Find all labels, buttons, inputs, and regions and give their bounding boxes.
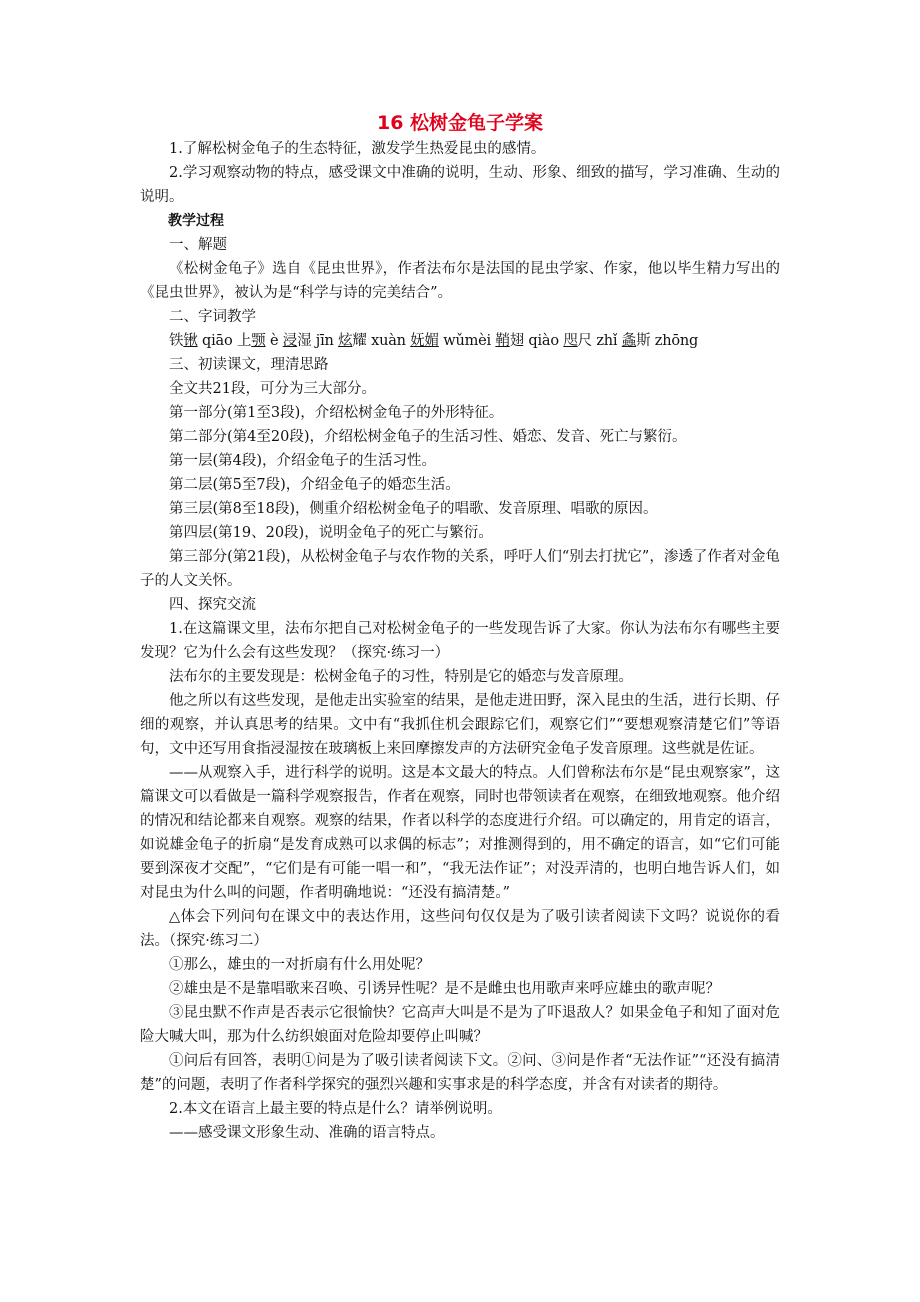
document-page: [140, 110, 780, 1145]
section4-paragraph: ——感受课文形象生动、准确的语言特点。: [169, 1125, 445, 1141]
section3-line: 第一层(第4段)，介绍金龟子的生活习性。: [169, 453, 437, 469]
section4-paragraph: 他之所以有这些发现，是他走出实验室的结果，是他走进田野，深入昆虫的生活，进行长期、仔细的观察，并认真思考的结果。文中有“我抓住机会跟踪它们，观察它们”“要想观察清楚它们”等语句，文中还写用食指浸湿按在玻璃板上来回摩擦发声的方法研究金龟子发音原理。这些就是佐证。: [140, 693, 780, 757]
vocab-item: 螽斯 zhōng: [621, 333, 699, 349]
section3-heading: 三、初读课文，理清思路: [169, 357, 329, 373]
section3-line: 第一部分(第1至3段)，介绍松树金龟子的外形特征。: [169, 405, 504, 421]
section4-paragraph: ①问后有回答，表明①问是为了吸引读者阅读下文。②问、③问是作者“无法作证”“还没有搞清楚”的问题，表明了作者科学探究的强烈兴趣和实事求是的科学态度，并含有对读者的期待。: [140, 1053, 780, 1093]
vocab-item: 铁锹 qiāo: [169, 333, 237, 349]
vocab-item: 上颚 è: [236, 333, 283, 349]
section4-paragraph: 法布尔的主要发现是：松树金龟子的习性，特别是它的婚恋与发音原理。: [169, 669, 633, 685]
section2-heading: 二、字词教学: [169, 309, 256, 325]
page-title: 16 松树金龟子学案: [376, 112, 544, 134]
section4-paragraph: ②雄虫是不是靠唱歌来召唤、引诱异性呢？是不是雌虫也用歌声来呼应雄虫的歌声呢？: [169, 981, 720, 997]
vocab-item: 炫耀 xuàn: [338, 333, 411, 349]
vocab-item: 咫尺 zhǐ: [563, 333, 622, 349]
section4-paragraph: ——从观察入手，进行科学的说明。这是本文最大的特点。人们曾称法布尔是“昆虫观察家”，这篇课文可以看做是一篇科学观察报告，作者在观察，同时也带领读者在观察，在细致地观察。他介绍的情况和结论都来自观察。观察的结果，作者以科学的态度进行介绍。可以确定的，用肯定的语言，如说雄金龟子的折扇“是发育成熟可以求偶的标志”；对推测得到的，用不确定的语言，如“它们可能要到深夜才交配”，“它们是有可能一唱一和”，“我无法作证”；对没弄清的，也明白地告诉人们，如对昆虫为什么叫的问题，作者明确地说：“还没有搞清楚。”: [140, 765, 780, 901]
section4-paragraph: 1.在这篇课文里，法布尔把自己对松树金龟子的一些发现告诉了大家。你认为法布尔有哪些主要发现？它为什么会有这些发现？（探究·练习一）: [140, 621, 780, 661]
vocab-item: 浸湿 jīn: [282, 333, 339, 349]
section1-heading: 一、解题: [169, 237, 227, 253]
section4-paragraph: ①那么，雄虫的一对折扇有什么用处呢？: [169, 957, 430, 973]
process-heading: 教学过程: [168, 213, 224, 229]
section4-paragraph: ③昆虫默不作声是否表示它很愉快？它高声大叫是不是为了吓退敌人？如果金龟子和知了面对危险大喊大叫，那为什么纺织娘面对危险却要停止叫喊？: [140, 1005, 780, 1045]
vocab-item: 鞘翅 qiào: [495, 333, 564, 349]
section3-line: 第四层(第19、20段)，说明金龟子的死亡与繁衍。: [169, 525, 493, 541]
objective-1: 1.了解松树金龟子的生态特征，激发学生热爱昆虫的感情。: [169, 141, 546, 157]
vocab-item: 妩媚 wǔmèi: [410, 333, 496, 349]
section4-heading: 四、探究交流: [169, 597, 256, 613]
section3-line: 第三部分(第21段)，从松树金龟子与农作物的关系，呼吁人们“别去打扰它”，渗透了作者对金龟子的人文关怀。: [140, 549, 780, 589]
section4-paragraph: △体会下列问句在课文中的表达作用，这些问句仅仅是为了吸引读者阅读下文吗？说说你的看法。（探究·练习二）: [140, 909, 780, 949]
objective-2: 2.学习观察动物的特点，感受课文中准确的说明，生动、形象、细致的描写，学习准确、生动的说明。: [140, 165, 780, 205]
section4-paragraph: 2.本文在语言上最主要的特点是什么？请举例说明。: [169, 1101, 502, 1117]
section3-line: 第二部分(第4至20段)，介绍松树金龟子的生活习性、婚恋、发音、死亡与繁衍。: [169, 429, 687, 445]
vocab-line: [140, 329, 780, 353]
section3-line: 全文共21段，可分为三大部分。: [169, 381, 376, 397]
section3-line: 第二层(第5至7段)，介绍金龟子的婚恋生活。: [169, 477, 460, 493]
section1-text: 《松树金龟子》选自《昆虫世界》，作者法布尔是法国的昆虫学家、作家，他以毕生精力写出的《昆虫世界》，被认为是“科学与诗的完美结合”。: [140, 261, 780, 301]
section3-line: 第三层(第8至18段)，侧重介绍松树金龟子的唱歌、发音原理、唱歌的原因。: [169, 501, 658, 517]
